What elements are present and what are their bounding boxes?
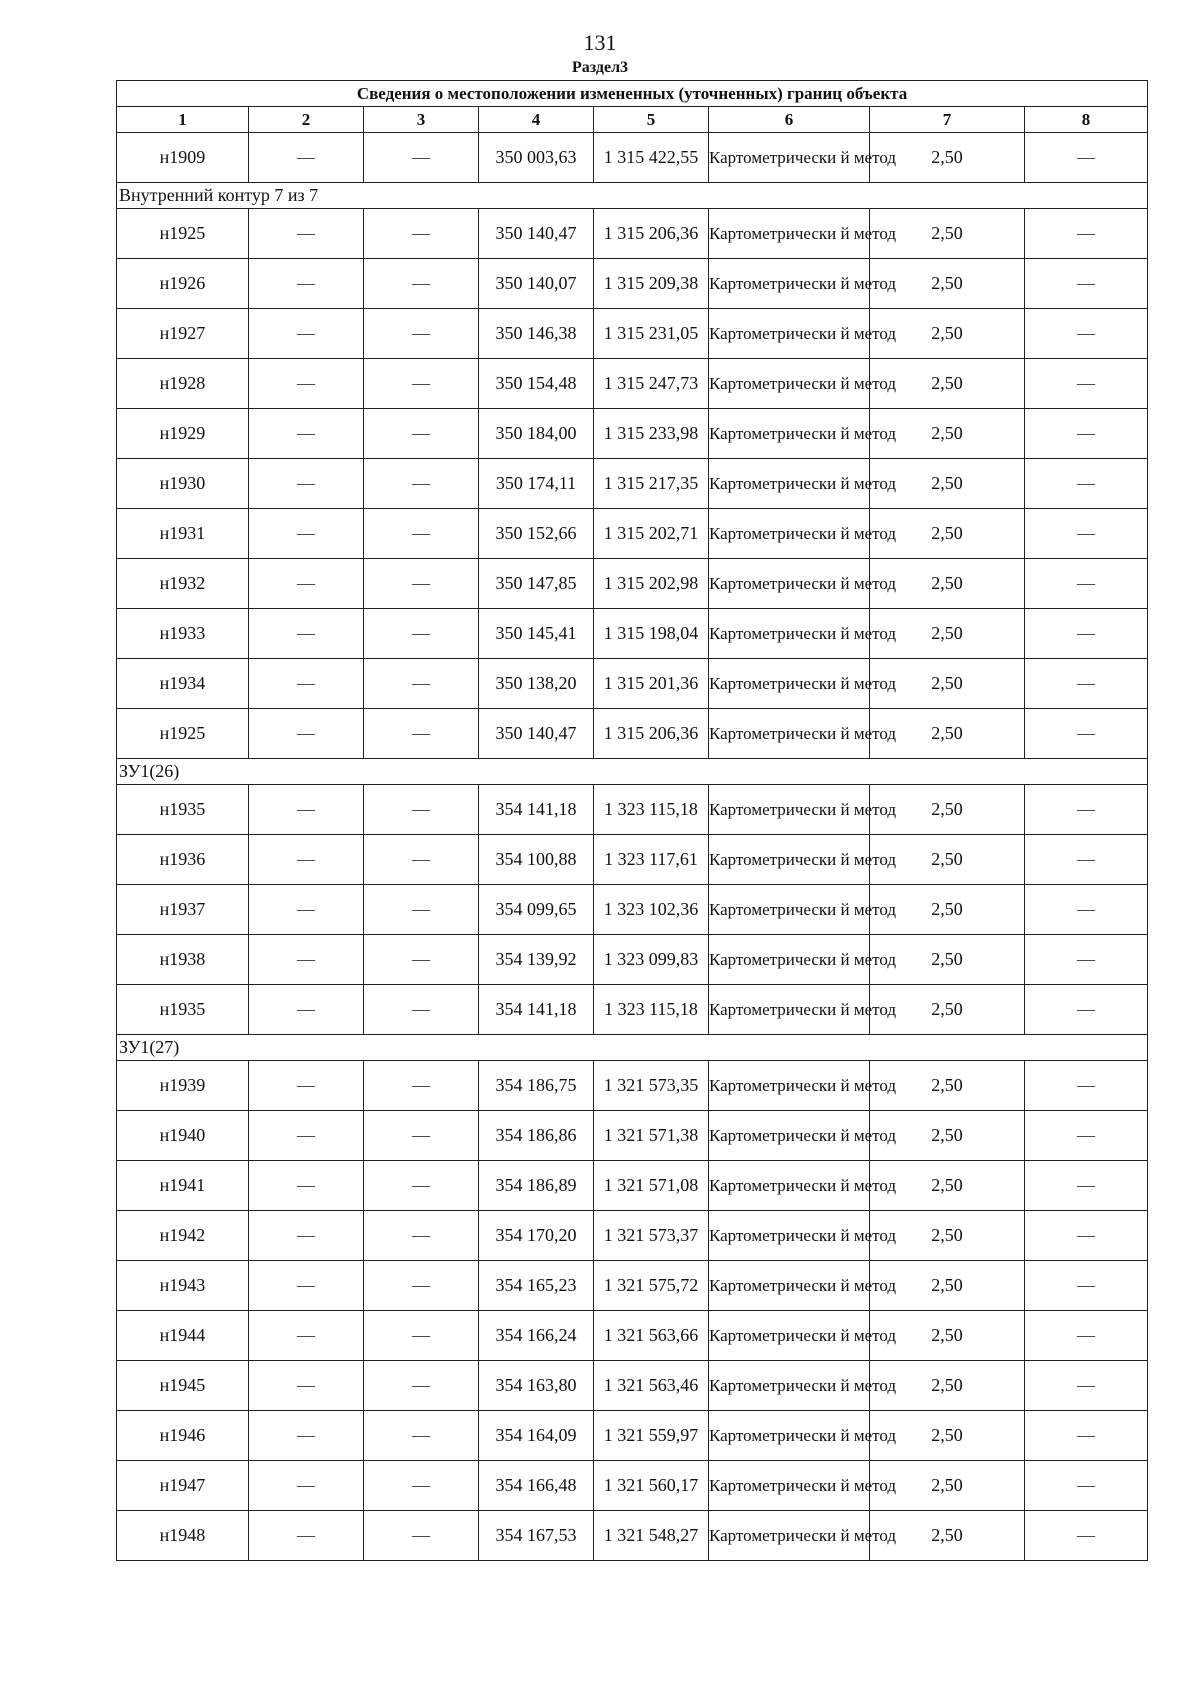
col8-cell: — — [1025, 309, 1148, 359]
x-coordinate-cell: 354 186,86 — [479, 1111, 594, 1161]
point-id-cell: н1930 — [117, 459, 249, 509]
table-row — [117, 409, 1148, 459]
point-id-cell: н1925 — [117, 209, 249, 259]
method-cell: Картометрически й метод — [709, 259, 870, 309]
table-row — [117, 259, 1148, 309]
col3-cell: — — [364, 1511, 479, 1561]
accuracy-cell: 2,50 — [870, 559, 1025, 609]
method-cell: Картометрически й метод — [709, 409, 870, 459]
y-coordinate-cell: 1 321 563,46 — [594, 1361, 709, 1411]
col2-cell: — — [249, 1111, 364, 1161]
page-number: 131 — [583, 30, 617, 55]
col8-cell: — — [1025, 1461, 1148, 1511]
point-id-cell: н1944 — [117, 1311, 249, 1361]
accuracy-cell: 2,50 — [870, 1461, 1025, 1511]
method-cell: Картометрически й метод — [709, 509, 870, 559]
x-coordinate-cell: 354 167,53 — [479, 1511, 594, 1561]
col2-cell: — — [249, 1161, 364, 1211]
method-cell: Картометрически й метод — [709, 1361, 870, 1411]
x-coordinate-cell: 350 145,41 — [479, 609, 594, 659]
col3-cell: — — [364, 1211, 479, 1261]
point-id-cell: н1936 — [117, 835, 249, 885]
y-coordinate-cell: 1 315 201,36 — [594, 659, 709, 709]
y-coordinate-cell: 1 321 559,97 — [594, 1411, 709, 1461]
accuracy-cell: 2,50 — [870, 1261, 1025, 1311]
point-id-cell: н1935 — [117, 985, 249, 1035]
accuracy-cell: 2,50 — [870, 309, 1025, 359]
table-row — [117, 835, 1148, 885]
point-id-cell: н1931 — [117, 509, 249, 559]
x-coordinate-cell: 354 186,75 — [479, 1061, 594, 1111]
point-id-cell: н1947 — [117, 1461, 249, 1511]
x-coordinate-cell: 354 099,65 — [479, 885, 594, 935]
point-id-cell: н1934 — [117, 659, 249, 709]
col2-cell: — — [249, 1511, 364, 1561]
point-id-cell: н1932 — [117, 559, 249, 609]
accuracy-cell: 2,50 — [870, 1211, 1025, 1261]
accuracy-cell: 2,50 — [870, 209, 1025, 259]
table-row — [117, 1111, 1148, 1161]
col8-cell: — — [1025, 609, 1148, 659]
table-row — [117, 1161, 1148, 1211]
column-header: 7 — [870, 107, 1025, 133]
col3-cell: — — [364, 459, 479, 509]
column-header: 6 — [709, 107, 870, 133]
y-coordinate-cell: 1 315 422,55 — [594, 133, 709, 183]
point-id-cell: н1942 — [117, 1211, 249, 1261]
col3-cell: — — [364, 409, 479, 459]
table-row — [117, 309, 1148, 359]
accuracy-cell: 2,50 — [870, 359, 1025, 409]
col2-cell: — — [249, 559, 364, 609]
y-coordinate-cell: 1 321 560,17 — [594, 1461, 709, 1511]
col2-cell: — — [249, 709, 364, 759]
x-coordinate-cell: 354 141,18 — [479, 785, 594, 835]
contour-group-label: ЗУ1(27) — [117, 1035, 1148, 1061]
col8-cell: — — [1025, 1111, 1148, 1161]
y-coordinate-cell: 1 315 202,98 — [594, 559, 709, 609]
col2-cell: — — [249, 1361, 364, 1411]
x-coordinate-cell: 350 152,66 — [479, 509, 594, 559]
col3-cell: — — [364, 785, 479, 835]
table-body — [117, 81, 1148, 1561]
table-row — [117, 133, 1148, 183]
method-cell: Картометрически й метод — [709, 1161, 870, 1211]
table-row — [117, 509, 1148, 559]
accuracy-cell: 2,50 — [870, 459, 1025, 509]
point-id-cell: н1940 — [117, 1111, 249, 1161]
accuracy-cell: 2,50 — [870, 659, 1025, 709]
point-id-cell: н1909 — [117, 133, 249, 183]
method-cell: Картометрически й метод — [709, 1211, 870, 1261]
col3-cell: — — [364, 1411, 479, 1461]
column-header: 2 — [249, 107, 364, 133]
point-id-cell: н1926 — [117, 259, 249, 309]
y-coordinate-cell: 1 315 206,36 — [594, 709, 709, 759]
y-coordinate-cell: 1 323 099,83 — [594, 935, 709, 985]
point-id-cell: н1928 — [117, 359, 249, 409]
col3-cell: — — [364, 985, 479, 1035]
y-coordinate-cell: 1 323 115,18 — [594, 785, 709, 835]
accuracy-cell: 2,50 — [870, 835, 1025, 885]
method-cell: Картометрически й метод — [709, 785, 870, 835]
method-cell: Картометрически й метод — [709, 1261, 870, 1311]
col8-cell: — — [1025, 985, 1148, 1035]
accuracy-cell: 2,50 — [870, 609, 1025, 659]
col8-cell: — — [1025, 1411, 1148, 1461]
table-caption-row — [117, 81, 1148, 107]
point-id-cell: н1946 — [117, 1411, 249, 1461]
col3-cell: — — [364, 1161, 479, 1211]
accuracy-cell: 2,50 — [870, 985, 1025, 1035]
y-coordinate-cell: 1 321 571,38 — [594, 1111, 709, 1161]
point-id-cell: н1938 — [117, 935, 249, 985]
col3-cell: — — [364, 935, 479, 985]
y-coordinate-cell: 1 315 206,36 — [594, 209, 709, 259]
y-coordinate-cell: 1 323 115,18 — [594, 985, 709, 1035]
x-coordinate-cell: 350 003,63 — [479, 133, 594, 183]
table-row — [117, 1411, 1148, 1461]
y-coordinate-cell: 1 321 548,27 — [594, 1511, 709, 1561]
accuracy-cell: 2,50 — [870, 1411, 1025, 1461]
col2-cell: — — [249, 1461, 364, 1511]
point-id-cell: н1937 — [117, 885, 249, 935]
column-header: 4 — [479, 107, 594, 133]
method-cell: Картометрически й метод — [709, 359, 870, 409]
col2-cell: — — [249, 259, 364, 309]
method-cell: Картометрически й метод — [709, 1411, 870, 1461]
col3-cell: — — [364, 885, 479, 935]
method-cell: Картометрически й метод — [709, 133, 870, 183]
y-coordinate-cell: 1 321 571,08 — [594, 1161, 709, 1211]
x-coordinate-cell: 350 140,47 — [479, 209, 594, 259]
col2-cell: — — [249, 359, 364, 409]
y-coordinate-cell: 1 321 563,66 — [594, 1311, 709, 1361]
table-row — [117, 359, 1148, 409]
col2-cell: — — [249, 133, 364, 183]
table-row — [117, 209, 1148, 259]
col3-cell: — — [364, 359, 479, 409]
column-header-row — [117, 107, 1148, 133]
accuracy-cell: 2,50 — [870, 709, 1025, 759]
y-coordinate-cell: 1 323 117,61 — [594, 835, 709, 885]
accuracy-cell: 2,50 — [870, 1111, 1025, 1161]
col2-cell: — — [249, 1261, 364, 1311]
col3-cell: — — [364, 559, 479, 609]
table-row — [117, 659, 1148, 709]
col8-cell: — — [1025, 835, 1148, 885]
col2-cell: — — [249, 885, 364, 935]
col8-cell: — — [1025, 209, 1148, 259]
section-title: Раздел3 — [571, 59, 629, 76]
y-coordinate-cell: 1 315 247,73 — [594, 359, 709, 409]
point-id-cell: н1935 — [117, 785, 249, 835]
col2-cell: — — [249, 1211, 364, 1261]
col8-cell: — — [1025, 1061, 1148, 1111]
col8-cell: — — [1025, 459, 1148, 509]
contour-group-label: Внутренний контур 7 из 7 — [117, 183, 1148, 209]
col8-cell: — — [1025, 1261, 1148, 1311]
x-coordinate-cell: 354 170,20 — [479, 1211, 594, 1261]
col2-cell: — — [249, 1411, 364, 1461]
table-row — [117, 1511, 1148, 1561]
col3-cell: — — [364, 309, 479, 359]
accuracy-cell: 2,50 — [870, 935, 1025, 985]
table-row — [117, 935, 1148, 985]
x-coordinate-cell: 354 100,88 — [479, 835, 594, 885]
col8-cell: — — [1025, 359, 1148, 409]
y-coordinate-cell: 1 323 102,36 — [594, 885, 709, 935]
col8-cell: — — [1025, 409, 1148, 459]
point-id-cell: н1939 — [117, 1061, 249, 1111]
method-cell: Картометрически й метод — [709, 985, 870, 1035]
col3-cell: — — [364, 835, 479, 885]
x-coordinate-cell: 354 164,09 — [479, 1411, 594, 1461]
method-cell: Картометрически й метод — [709, 1511, 870, 1561]
table-row — [117, 609, 1148, 659]
col8-cell: — — [1025, 785, 1148, 835]
y-coordinate-cell: 1 315 198,04 — [594, 609, 709, 659]
column-header: 5 — [594, 107, 709, 133]
method-cell: Картометрически й метод — [709, 885, 870, 935]
col3-cell: — — [364, 1461, 479, 1511]
table-row — [117, 559, 1148, 609]
x-coordinate-cell: 354 163,80 — [479, 1361, 594, 1411]
x-coordinate-cell: 350 147,85 — [479, 559, 594, 609]
col2-cell: — — [249, 785, 364, 835]
accuracy-cell: 2,50 — [870, 133, 1025, 183]
col3-cell: — — [364, 609, 479, 659]
accuracy-cell: 2,50 — [870, 785, 1025, 835]
y-coordinate-cell: 1 315 209,38 — [594, 259, 709, 309]
table-row — [117, 785, 1148, 835]
method-cell: Картометрически й метод — [709, 659, 870, 709]
accuracy-cell: 2,50 — [870, 509, 1025, 559]
method-cell: Картометрически й метод — [709, 1311, 870, 1361]
point-id-cell: н1948 — [117, 1511, 249, 1561]
col2-cell: — — [249, 409, 364, 459]
point-id-cell: н1945 — [117, 1361, 249, 1411]
x-coordinate-cell: 354 186,89 — [479, 1161, 594, 1211]
accuracy-cell: 2,50 — [870, 409, 1025, 459]
method-cell: Картометрически й метод — [709, 709, 870, 759]
table-row — [117, 1461, 1148, 1511]
method-cell: Картометрически й метод — [709, 309, 870, 359]
x-coordinate-cell: 350 174,11 — [479, 459, 594, 509]
col8-cell: — — [1025, 509, 1148, 559]
table-row — [117, 1061, 1148, 1111]
x-coordinate-cell: 354 166,24 — [479, 1311, 594, 1361]
col2-cell: — — [249, 835, 364, 885]
method-cell: Картометрически й метод — [709, 209, 870, 259]
table-row — [117, 1261, 1148, 1311]
contour-group-row — [117, 1035, 1148, 1061]
col8-cell: — — [1025, 935, 1148, 985]
method-cell: Картометрически й метод — [709, 935, 870, 985]
y-coordinate-cell: 1 321 573,37 — [594, 1211, 709, 1261]
col3-cell: — — [364, 1111, 479, 1161]
table-row — [117, 985, 1148, 1035]
col2-cell: — — [249, 509, 364, 559]
col3-cell: — — [364, 1061, 479, 1111]
y-coordinate-cell: 1 315 231,05 — [594, 309, 709, 359]
col8-cell: — — [1025, 1161, 1148, 1211]
col8-cell: — — [1025, 1311, 1148, 1361]
col3-cell: — — [364, 209, 479, 259]
accuracy-cell: 2,50 — [870, 1061, 1025, 1111]
point-id-cell: н1929 — [117, 409, 249, 459]
method-cell: Картометрически й метод — [709, 835, 870, 885]
method-cell: Картометрически й метод — [709, 459, 870, 509]
x-coordinate-cell: 350 154,48 — [479, 359, 594, 409]
col8-cell: — — [1025, 1511, 1148, 1561]
point-id-cell: н1925 — [117, 709, 249, 759]
table-row — [117, 1211, 1148, 1261]
col2-cell: — — [249, 659, 364, 709]
col2-cell: — — [249, 985, 364, 1035]
accuracy-cell: 2,50 — [870, 1311, 1025, 1361]
col3-cell: — — [364, 133, 479, 183]
accuracy-cell: 2,50 — [870, 885, 1025, 935]
col8-cell: — — [1025, 1361, 1148, 1411]
x-coordinate-cell: 354 166,48 — [479, 1461, 594, 1511]
method-cell: Картометрически й метод — [709, 1461, 870, 1511]
col3-cell: — — [364, 1311, 479, 1361]
x-coordinate-cell: 350 146,38 — [479, 309, 594, 359]
col2-cell: — — [249, 459, 364, 509]
column-header: 8 — [1025, 107, 1148, 133]
table-row — [117, 1361, 1148, 1411]
table-row — [117, 885, 1148, 935]
col3-cell: — — [364, 709, 479, 759]
table-row — [117, 709, 1148, 759]
column-header: 3 — [364, 107, 479, 133]
table-row — [117, 1311, 1148, 1361]
x-coordinate-cell: 350 140,07 — [479, 259, 594, 309]
x-coordinate-cell: 350 184,00 — [479, 409, 594, 459]
accuracy-cell: 2,50 — [870, 1511, 1025, 1561]
x-coordinate-cell: 350 138,20 — [479, 659, 594, 709]
contour-group-row — [117, 759, 1148, 785]
method-cell: Картометрически й метод — [709, 1111, 870, 1161]
col2-cell: — — [249, 609, 364, 659]
table-row — [117, 459, 1148, 509]
col3-cell: — — [364, 259, 479, 309]
col2-cell: — — [249, 1061, 364, 1111]
method-cell: Картометрически й метод — [709, 559, 870, 609]
col8-cell: — — [1025, 1211, 1148, 1261]
col3-cell: — — [364, 659, 479, 709]
col8-cell: — — [1025, 259, 1148, 309]
point-id-cell: н1933 — [117, 609, 249, 659]
col3-cell: — — [364, 1261, 479, 1311]
method-cell: Картометрически й метод — [709, 1061, 870, 1111]
accuracy-cell: 2,50 — [870, 259, 1025, 309]
col2-cell: — — [249, 1311, 364, 1361]
x-coordinate-cell: 354 139,92 — [479, 935, 594, 985]
col2-cell: — — [249, 209, 364, 259]
col2-cell: — — [249, 935, 364, 985]
point-id-cell: н1941 — [117, 1161, 249, 1211]
x-coordinate-cell: 354 165,23 — [479, 1261, 594, 1311]
y-coordinate-cell: 1 315 233,98 — [594, 409, 709, 459]
y-coordinate-cell: 1 315 217,35 — [594, 459, 709, 509]
col8-cell: — — [1025, 659, 1148, 709]
accuracy-cell: 2,50 — [870, 1361, 1025, 1411]
boundary-coordinates-table — [116, 80, 1148, 1561]
col3-cell: — — [364, 509, 479, 559]
contour-group-row — [117, 183, 1148, 209]
x-coordinate-cell: 354 141,18 — [479, 985, 594, 1035]
contour-group-label: ЗУ1(26) — [117, 759, 1148, 785]
point-id-cell: н1927 — [117, 309, 249, 359]
point-id-cell: н1943 — [117, 1261, 249, 1311]
col3-cell: — — [364, 1361, 479, 1411]
column-header: 1 — [117, 107, 249, 133]
col8-cell: — — [1025, 559, 1148, 609]
accuracy-cell: 2,50 — [870, 1161, 1025, 1211]
col8-cell: — — [1025, 885, 1148, 935]
y-coordinate-cell: 1 321 575,72 — [594, 1261, 709, 1311]
col2-cell: — — [249, 309, 364, 359]
y-coordinate-cell: 1 321 573,35 — [594, 1061, 709, 1111]
y-coordinate-cell: 1 315 202,71 — [594, 509, 709, 559]
col8-cell: — — [1025, 133, 1148, 183]
method-cell: Картометрически й метод — [709, 609, 870, 659]
x-coordinate-cell: 350 140,47 — [479, 709, 594, 759]
table-caption: Сведения о местоположении измененных (уточненных) границ объекта — [117, 81, 1148, 107]
col8-cell: — — [1025, 709, 1148, 759]
